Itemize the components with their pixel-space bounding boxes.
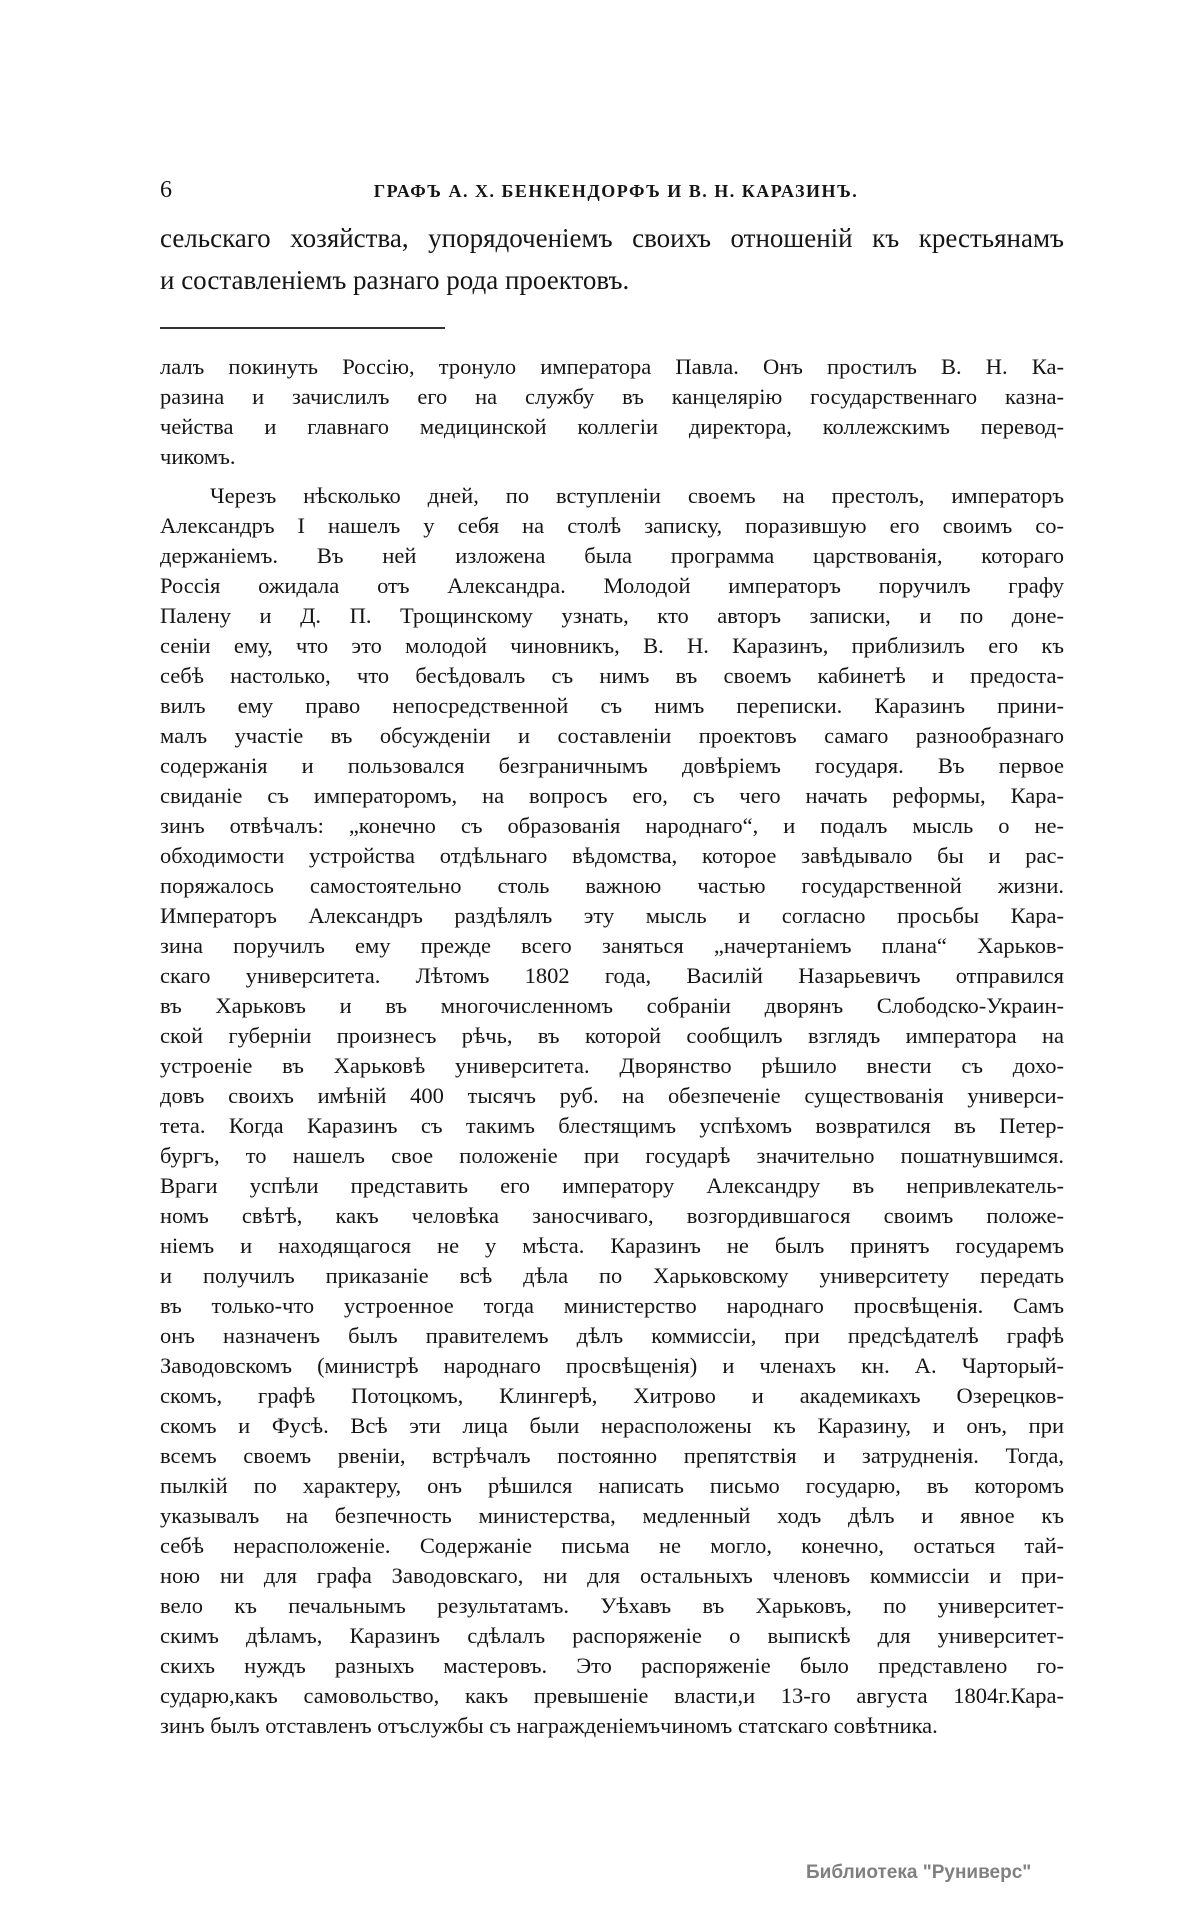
text-line: сеніи ему, что это молодой чиновникъ, В. Н. Каразинъ, приблизилъ его къ bbox=[160, 633, 1064, 658]
text-line: чикомъ. bbox=[160, 444, 236, 469]
text-line: содержанія и пользовался безграничнымъ довѣріемъ государя. Въ первое bbox=[160, 753, 1064, 778]
text-line: скаго университета. Лѣтомъ 1802 года, Василій Назарьевичъ отправился bbox=[160, 963, 1064, 988]
text-line: ніемъ и находящагося не у мѣста. Каразинъ не былъ принятъ государемъ bbox=[160, 1233, 1064, 1258]
paragraph-1 bbox=[160, 352, 1064, 472]
text-line: Россія ожидала отъ Александра. Молодой императоръ поручилъ графу bbox=[160, 573, 1064, 598]
text-line: лалъ покинуть Россію, тронуло императора Павла. Онъ простилъ В. Н. Ка- bbox=[160, 354, 1064, 379]
text-line: устроеніе въ Харьковѣ университета. Дворянство рѣшило внести съ дохо- bbox=[160, 1053, 1064, 1078]
text-line: себѣ настолько, что бесѣдовалъ съ нимъ въ своемъ кабинетѣ и предоста- bbox=[160, 663, 1064, 688]
text-line: вело къ печальнымъ результатамъ. Уѣхавъ въ Харьковъ, по университет- bbox=[160, 1593, 1064, 1618]
text-line: пылкій по характеру, онъ рѣшился написать письмо государю, въ которомъ bbox=[160, 1473, 1064, 1498]
text-line: въ Харьковъ и въ многочисленномъ собраніи дворянъ Слободско-Украин- bbox=[160, 993, 1064, 1018]
text-line: поряжалось самостоятельно столь важною частью государственной жизни. bbox=[160, 873, 1064, 898]
text-line: свиданіе съ императоромъ, на вопросъ его, съ чего начать реформы, Кара- bbox=[160, 783, 1064, 808]
library-watermark: Библиотека "Руниверс" bbox=[806, 1862, 1032, 1883]
text-line: Палену и Д. П. Трощинскому узнать, кто авторъ записки, и по доне- bbox=[160, 603, 1064, 628]
text-line: скимъ дѣламъ, Каразинъ сдѣлалъ распоряженіе о выпискѣ для университет- bbox=[160, 1623, 1064, 1648]
text-line: ской губерніи произнесъ рѣчь, въ которой сообщилъ взглядъ императора на bbox=[160, 1023, 1064, 1048]
text-line: вилъ ему право непосредственной съ нимъ переписки. Каразинъ прини- bbox=[160, 693, 1064, 718]
text-line: Черезъ нѣсколько дней, по вступленіи своемъ на престолъ, императоръ bbox=[210, 483, 1064, 508]
text-line: Александръ I нашелъ у себя на столѣ записку, поразившую его своимъ со- bbox=[160, 513, 1064, 538]
page-number: 6 bbox=[160, 177, 172, 203]
running-title: ГРАФЪ А. Х. БЕНКЕНДОРФЪ И В. Н. КАРАЗИНЪ. bbox=[373, 181, 859, 201]
text-line: Императоръ Александръ раздѣлялъ эту мысль и согласно просьбы Кара- bbox=[160, 903, 1064, 928]
text-line: себѣ нерасположеніе. Содержаніе письма не могло, конечно, остаться тай- bbox=[160, 1533, 1064, 1558]
text-line: держаніемъ. Въ ней изложена была программа царствованія, котораго bbox=[160, 543, 1064, 568]
text-line: и составленіемъ разнаго рода проектовъ. bbox=[160, 265, 630, 295]
text-line: указывалъ на безпечность министерства, медленный ходъ дѣлъ и явное къ bbox=[160, 1503, 1064, 1528]
text-line: сельскаго хозяйства, упорядоченіемъ своихъ отношеній къ крестьянамъ bbox=[160, 223, 1064, 253]
text-line: номъ свѣтѣ, какъ человѣка заносчиваго, возгордившагося своимъ положе- bbox=[160, 1203, 1064, 1228]
text-line: обходимости устройства отдѣльнаго вѣдомства, которое завѣдывало бы и рас- bbox=[160, 843, 1064, 868]
text-line: бургъ, то нашелъ свое положеніе при государѣ значительно пошатнувшимся. bbox=[160, 1143, 1064, 1168]
text-line: довъ своихъ имѣній 400 тысячъ руб. на обезпеченіе существованія универси- bbox=[160, 1083, 1064, 1108]
text-line: Заводовскомъ (министрѣ народнаго просвѣщенія) и членахъ кн. А. Чарторый- bbox=[160, 1353, 1064, 1378]
text-line: Враги успѣли представить его императору Александру въ непривлекатель- bbox=[160, 1173, 1064, 1198]
text-line: скомъ и Фусѣ. Всѣ эти лица были нерасположены къ Каразину, и онъ, при bbox=[160, 1413, 1064, 1438]
text-line: сударю,какъ самовольство, какъ превышеніе власти,и 13-го августа 1804г.Кара- bbox=[160, 1683, 1064, 1708]
text-line: всемъ своемъ рвеніи, встрѣчалъ постоянно препятствія и затрудненія. Тогда, bbox=[160, 1443, 1064, 1468]
text-line: онъ назначенъ былъ правителемъ дѣлъ коммиссіи, при предсѣдателѣ графѣ bbox=[160, 1323, 1064, 1348]
text-line: малъ участіе въ обсужденіи и составленіи проектовъ самаго разнообразнаго bbox=[160, 723, 1064, 748]
text-line: разина и зачислилъ его на службу въ канцелярію государственнаго казна- bbox=[160, 384, 1064, 409]
paragraph-2 bbox=[160, 481, 1064, 1741]
text-line: тета. Когда Каразинъ съ такимъ блестящимъ успѣхомъ возвратился въ Петер- bbox=[160, 1113, 1064, 1138]
text-line: зинъ былъ отставленъ отъслужбы съ награжденіемъчиномъ статскаго совѣтника. bbox=[160, 1713, 938, 1738]
text-line: скихъ нуждъ разныхъ мастеровъ. Это распоряженіе было представлено го- bbox=[160, 1653, 1064, 1678]
text-line: чейства и главнаго медицинской коллегіи директора, коллежскимъ перевод- bbox=[160, 414, 1064, 439]
footnote-divider bbox=[160, 327, 445, 329]
text-line: зина поручилъ ему прежде всего заняться „начертаніемъ плана“ Харьков- bbox=[160, 933, 1064, 958]
main-text-block bbox=[160, 217, 1064, 301]
text-line: скомъ, графѣ Потоцкомъ, Клингерѣ, Хитрово и академикахъ Озерецков- bbox=[160, 1383, 1064, 1408]
text-line: зинъ отвѣчалъ: „конечно съ образованія народнаго“, и подалъ мысль о не- bbox=[160, 813, 1064, 838]
text-line: въ только-что устроенное тогда министерство народнаго просвѣщенія. Самъ bbox=[160, 1293, 1064, 1318]
text-line: и получилъ приказаніе всѣ дѣла по Харьковскому университету передать bbox=[160, 1263, 1064, 1288]
text-line: ною ни для графа Заводовскаго, ни для остальныхъ членовъ коммиссіи и при- bbox=[160, 1563, 1064, 1588]
